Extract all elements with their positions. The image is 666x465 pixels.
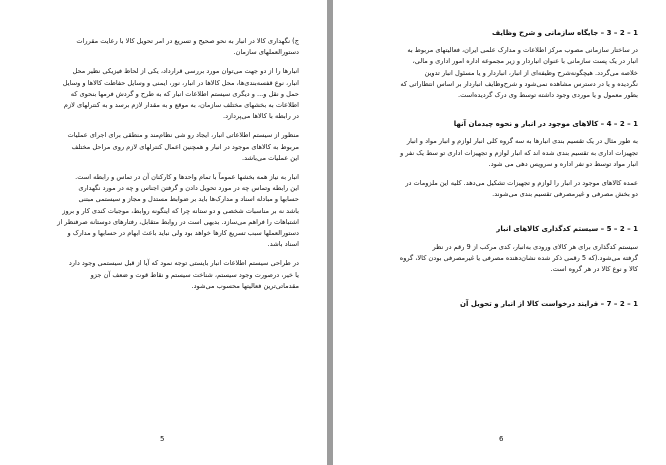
- text-line: حسابها و مبادله اسناد و مدارک‌ها باید بر ضوابط مستدل و مجاز و سیستمی مبتنی: [78, 195, 299, 204]
- section-heading: 1 – 2 – 7 – فرایند درخواست کالا از انبار و تحویل آن: [460, 300, 638, 309]
- section-spacer: [365, 109, 638, 119]
- text-line: در رابطه با کالاها می‌پردازد.: [222, 112, 299, 121]
- page-5: [0, 0, 327, 465]
- text-line: حمل و نقل و... و دیگری سیستم اطلاعات انبار که به طرح و گردش فرمها بنحوی که: [70, 89, 299, 98]
- paragraph: [28, 172, 299, 250]
- paragraph: [28, 36, 299, 58]
- paragraph: [365, 242, 638, 276]
- text-line: اشتباهات را فراهم می‌سازد. بدیهی است در روابط متقابل، رفتارهای دوستانه صرفنظر از: [57, 217, 299, 226]
- text-line: انبار، نوع قفسه‌بندی‌ها، محل کالاها در انبار، نور، ایمنی و وسایل حفاظت کالاها و وسایل: [62, 78, 299, 87]
- section-heading: 1 – 2 – 3 – جایگاه سازمانی و شرح وظایف: [491, 29, 638, 37]
- page-number: 6: [499, 435, 504, 443]
- paragraph: [28, 258, 299, 292]
- text-line: دستورالعملها سبب تسریع کارها خواهد بود ولی نباید باعث ابهام در حسابها و مدارک و: [67, 229, 299, 238]
- text-line: عمده کالاهای موجود در انبار را لوازم و تجهیزات تشکیل می‌دهد. کلیه این ملزومات در: [405, 179, 638, 188]
- text-line: مقدماتی‌ترین فعالیتها محسوب می‌شود.: [191, 281, 299, 290]
- text-line: این رابطه وتماس چه در مورد تحویل دادن و گرفتن اجناس و چه در مورد نگهداری: [78, 184, 299, 193]
- text-line: انبار به نیاز همه بخشها عموماً با تمام واحدها و کارکنان آن در تماس و رابطه است.: [75, 173, 299, 182]
- text-line: بطور معمول و یا موردی وجود داشته توسط وی درک گردیده‌است.: [458, 91, 638, 100]
- text-line: دستورالعملهای سازمان.: [233, 48, 299, 57]
- paragraph: [28, 66, 299, 122]
- section-spacer: [365, 208, 638, 224]
- section-heading: 1 – 2 – 5 – سیستم کدگذاری کالاهای انبار: [496, 225, 638, 234]
- section-spacer: [365, 283, 638, 299]
- text-line: انبار مواد توسط دو نفر اداره و سرویس دهی می شود.: [488, 159, 638, 168]
- text-line: اطلاعات به بخشهای مختلف سازمان، به موقع و به مقدار لازم برسد و به کنترلهای لازم: [63, 101, 299, 110]
- text-line: انبار در یک پست سازمانی با عنوان انباردار و زیر مجموعه اداره امور اداری و مالی،: [412, 57, 638, 66]
- text-line: منظور از سیستم اطلاعاتی انبار، ایجاد رو شی نظام‌مند و منطقی برای اجرای عملیات: [67, 131, 299, 140]
- text-line: باشد نه بر مناسبات شخصی و دو ستانه چرا که اینگونه روابط، موجبات کندی کار و بروز: [62, 206, 299, 215]
- paragraph: [28, 130, 299, 164]
- text-line: یا خیر، درصورت وجود سیستم، شناخت سیستم و نقاط قوت و ضعف آن جزو: [90, 270, 299, 279]
- text-line: سیستم کدگذاری برای هر کالای ورودی به‌انبار، کدی مرکب از 9 رقم در نظر: [432, 242, 638, 251]
- text-line: خلاصه می‌گردد. هیچگونه‌شرح وظیفه‌ای از انبار، انباردار و یا مسئول انبار تدوین: [424, 68, 638, 77]
- text-line: در طراحی سیستم اطلاعات انبار بایستی توجه نمود که آیا از قبل سیستمی وجود دارد: [68, 259, 299, 268]
- text-line: گرفته می‌شود.(که 5 رقمی ذکر شده نشان‌دهنده مصرفی یا غیرمصرفی بودن کالا، گروه: [399, 253, 638, 262]
- text-line: کالا و نوع کالا در هر گروه است.: [550, 265, 638, 274]
- page-5-body: [28, 36, 299, 425]
- text-line: نگردیده و یا در دسترس مشاهده نمی‌شود و شرح‌وظایف انباردار بر اساس انتظاراتی که: [400, 79, 638, 88]
- text-line: در ساختار سازمانی مصوب مرکز اطلاعات و مدارک علمی ایران، فعالیتهای مربوط به: [407, 46, 638, 55]
- section-heading: 1 – 2 – 4 – کالاهای موجود در انبار و نحوه چیدمان آنها: [453, 120, 638, 129]
- page-6: [333, 0, 666, 465]
- text-line: انبارها را از دو جهت می‌توان مورد بررسی قرارداد، یکی از لحاظ فیزیکی نظیر محل: [72, 67, 299, 76]
- paragraph: [365, 136, 638, 170]
- page-6-body: [365, 28, 638, 425]
- text-line: تجهیزات اداری به تقسیم بندی شده اند که انبار لوازم و تجهیزات اداری تو سط یک نفر و: [400, 148, 638, 157]
- text-line: ج) نگهداری کالا در انبار به نحو صحیح و تسریع در امر تحویل کالا با رعایت مقررات: [76, 37, 299, 45]
- paragraph: [365, 45, 638, 101]
- text-line: دو بخش مصرفی و غیرمصرفی تقسیم بندی می‌شوند.: [492, 190, 638, 199]
- text-line: مربوط به کالاهای موجود در انبار و همچنین اعمال کنترلهای لازم روی مراحل مختلف: [71, 142, 299, 151]
- page-number: 5: [160, 435, 165, 443]
- text-line: اسناد باشد.: [267, 240, 299, 249]
- text-line: به طور مثال در یک تقسیم بندی انبارها به سه گروه کلی انبار لوازم و انبار مواد و انبار: [406, 137, 638, 146]
- paragraph: [365, 178, 638, 200]
- text-line: این عملیات می‌باشد.: [242, 153, 299, 162]
